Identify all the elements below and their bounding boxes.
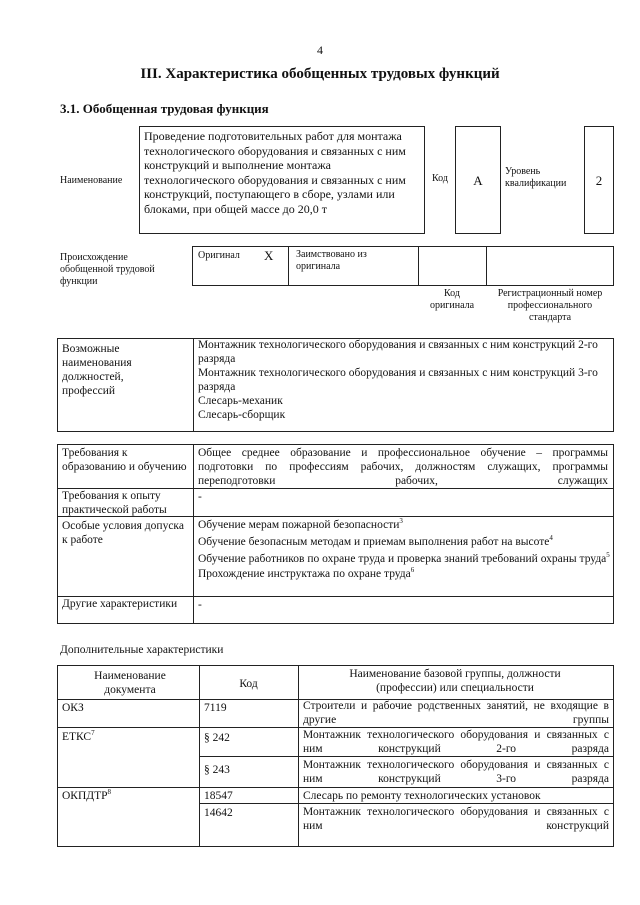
table-row-name: Слесарь по ремонту технологических установок [303, 790, 541, 802]
table-row-name: Монтажник технологического оборудования и связанных с ним конструкций 3-го разряда [303, 759, 609, 785]
code-value-box [455, 126, 501, 234]
other-label: Другие характеристики [62, 598, 178, 610]
code-value: A [473, 173, 483, 188]
positions-label: Возможные наименования должностей, профессий [62, 343, 132, 397]
name-label: Наименование [60, 175, 123, 186]
original-mark: X [264, 248, 274, 263]
positions-list [198, 338, 610, 422]
condition-item: Прохождение инструктажа по охране труда$^6$ [198, 566, 415, 580]
header-name: Наименование базовой группы, должности (профессии) или специальности [349, 668, 561, 694]
table-row-code: 18547 [204, 790, 233, 802]
level-label: Уровень квалификации [505, 166, 567, 189]
level-value: 2 [595, 173, 603, 188]
table-row-doc: ЕТКС$^7$ [62, 729, 95, 743]
table-row-code: § 243 [204, 764, 230, 776]
table-row-code: § 242 [204, 732, 230, 744]
condition-item: Обучение работников по охране труда и проверка знаний требований охраны труда$^5$ [198, 551, 610, 565]
position-item: Монтажник технологического оборудования и связанных с ним конструкций 3-го разряда [198, 367, 598, 393]
page-number: 4 [317, 43, 323, 57]
table-row-doc: ОКЗ [62, 702, 84, 714]
header-code: Код [239, 678, 258, 690]
function-name: Проведение подготовительных работ для монтажа технологического оборудования и связанных с ним конструкций и выполнение монтажа технологического оборудования и связанных с ним конструкций, поступающего в сборе, узлами или блоками, при общей массе до 20,0 т [144, 129, 406, 216]
condition-item: Обучение мерам пожарной безопасности$^3$ [198, 517, 403, 531]
borrowed-label: Заимствовано из оригинала [296, 249, 367, 272]
education-label: Требования к образованию и обучению [62, 447, 187, 473]
other-value: - [198, 599, 202, 611]
table-row-doc: ОКПДТР$^8$ [62, 788, 112, 802]
additional-title: Дополнительные характеристики [60, 644, 224, 656]
header-document: Наименование документа [94, 670, 166, 696]
table-row-name: Монтажник технологического оборудования и связанных с ним конструкций [303, 806, 609, 832]
experience-value: - [198, 491, 202, 503]
condition-item: Обучение безопасным методам и приемам выполнения работ на высоте$^4$ [198, 534, 553, 548]
section-title: III. Характеристика обобщенных трудовых функций [140, 66, 500, 82]
level-value-box [584, 126, 614, 234]
table-row-name: Монтажник технологического оборудования и связанных с ним конструкций 2-го разряда [303, 729, 609, 755]
table-row-name: Строители и рабочие родственных занятий, не входящие в другие группы [303, 700, 609, 726]
conditions-list [198, 518, 610, 582]
function-name-box [139, 126, 425, 234]
origin-label: Происхождение обобщенной трудовой функции [60, 252, 155, 287]
conditions-label: Особые условия допуска к работе [62, 520, 184, 546]
position-item: Слесарь-механик [198, 395, 283, 407]
code-original-label: Код оригинала [429, 288, 475, 311]
reg-number-label: Регистрационный номер профессионального стандарта [497, 288, 603, 323]
subsection-title: 3.1. Обобщенная трудовая функция [60, 101, 269, 116]
experience-label: Требования к опыту практической работы [62, 490, 167, 516]
original-label: Оригинал [198, 250, 240, 261]
position-item: Слесарь-сборщик [198, 409, 286, 421]
position-item: Монтажник технологического оборудования и связанных с ним конструкций 2-го разряда [198, 339, 598, 365]
education-value: Общее среднее образование и профессиональное обучение – программы подготовки по профессиям рабочих, должностям служащих, программы переподготовки рабочих, служащих [198, 447, 608, 487]
table-row-code: 7119 [204, 702, 227, 714]
table-row-code: 14642 [204, 807, 233, 819]
code-label: Код [432, 173, 448, 184]
